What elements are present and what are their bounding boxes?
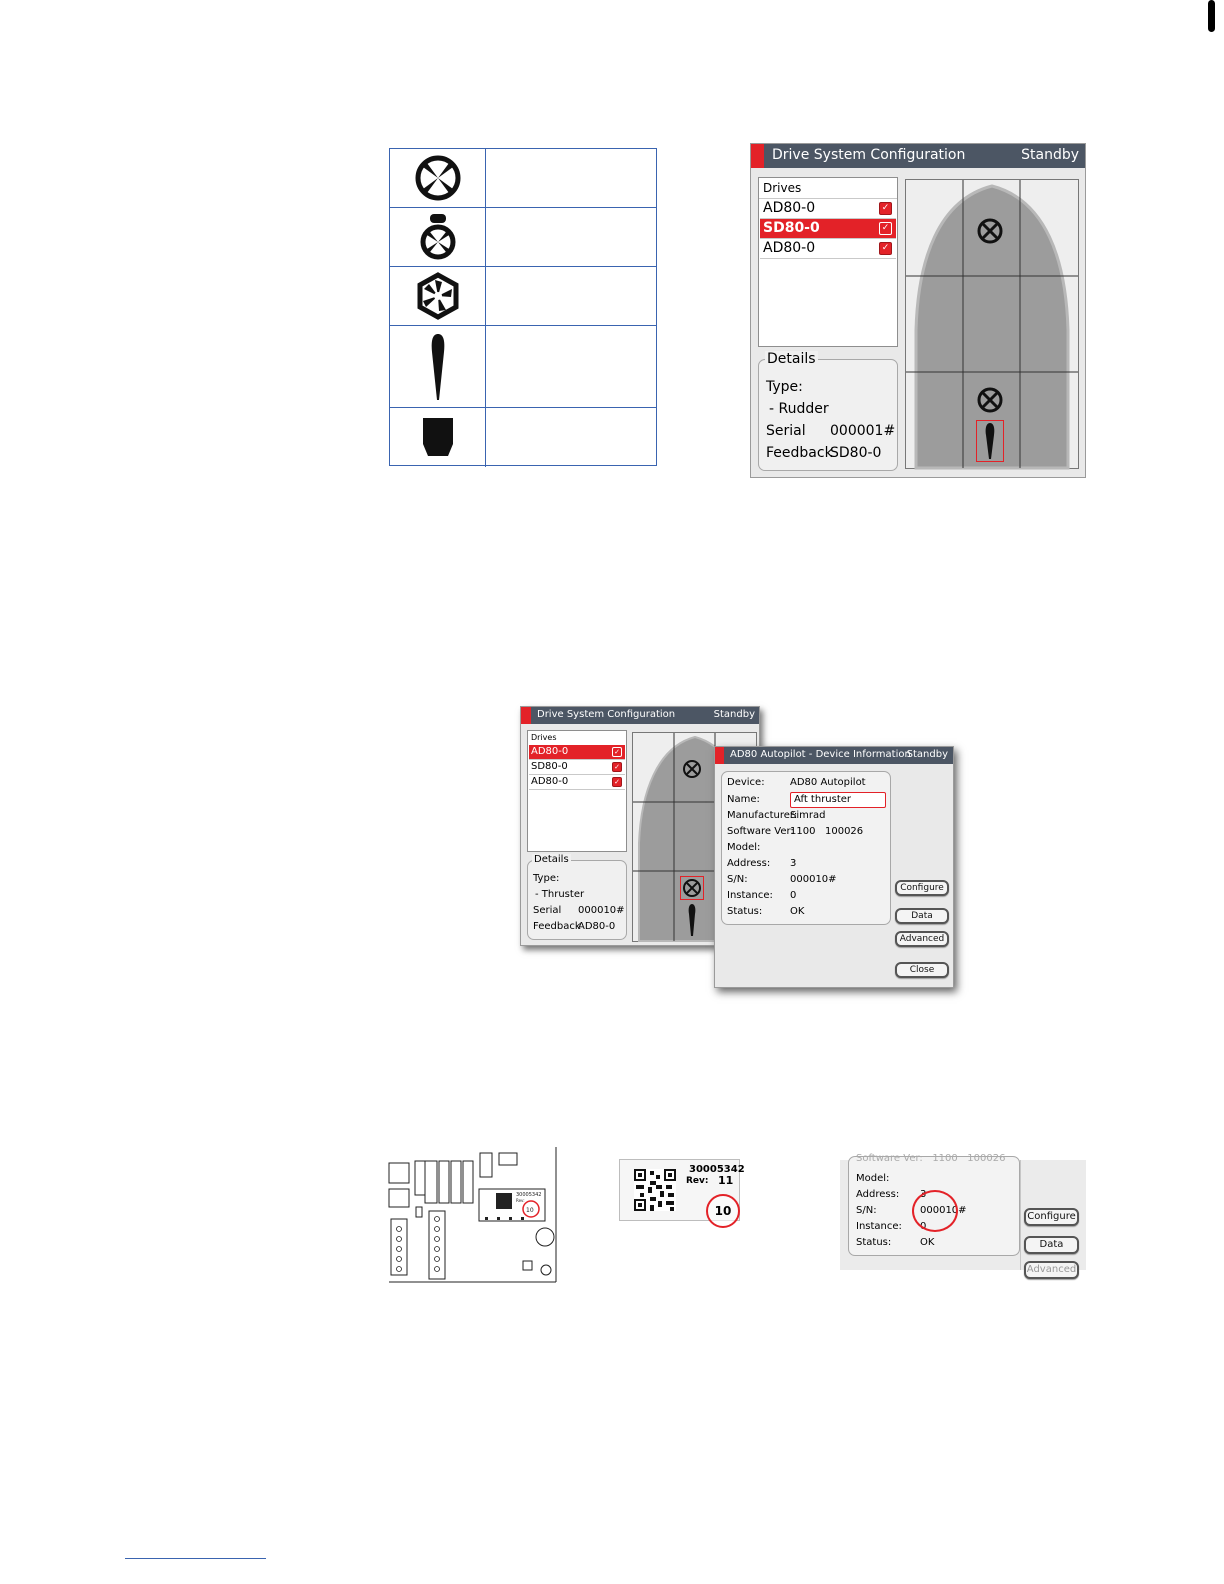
device-info-crop bbox=[840, 1153, 1086, 1275]
autopilot-status: Standby bbox=[1021, 147, 1079, 163]
data-button[interactable]: Data bbox=[895, 908, 949, 924]
manufacturer-label: Manufacturer: bbox=[727, 810, 798, 821]
page-edge-mark bbox=[1208, 0, 1215, 32]
crop-divider bbox=[1020, 1160, 1021, 1270]
part-number: 30005342 bbox=[689, 1164, 745, 1175]
device-label: Device: bbox=[727, 777, 765, 788]
type-value: - Rudder bbox=[769, 401, 829, 417]
window-title: Drive System Configuration bbox=[537, 709, 676, 720]
pcb-drawing bbox=[389, 1147, 559, 1283]
thruster-selection-frame[interactable] bbox=[680, 876, 704, 900]
titlebar-accent bbox=[521, 707, 531, 724]
drive-item-selected[interactable] bbox=[529, 745, 625, 760]
drive-name: SD80-0 bbox=[531, 761, 568, 772]
legend-icon-cell bbox=[390, 208, 486, 266]
circled-serial-number: 10 bbox=[706, 1194, 740, 1228]
drive-checkbox[interactable]: ✓ bbox=[879, 202, 892, 215]
drives-list bbox=[758, 177, 898, 347]
legend-icon-cell bbox=[390, 326, 486, 407]
thruster-icon[interactable] bbox=[681, 758, 703, 780]
crop-cut-text: Software Ver: 1100 100026 bbox=[856, 1153, 1006, 1164]
rudder-icon bbox=[977, 421, 1003, 461]
configure-button[interactable]: Configure bbox=[1024, 1208, 1079, 1226]
rudder-selection-frame[interactable] bbox=[976, 420, 1004, 462]
dialog-title: AD80 Autopilot - Device Information bbox=[730, 749, 911, 760]
software-version-value: 1100 100026 bbox=[790, 826, 864, 837]
model-label: Model: bbox=[856, 1173, 890, 1184]
thruster-icon bbox=[413, 153, 463, 203]
serial-number-label: S/N: bbox=[856, 1205, 877, 1216]
model-label: Model: bbox=[727, 842, 761, 853]
instance-value: 0 bbox=[920, 1221, 927, 1232]
drive-item[interactable] bbox=[760, 239, 896, 259]
drives-header: Drives bbox=[763, 181, 802, 195]
instance-value: 0 bbox=[790, 890, 797, 901]
legend-label bbox=[486, 208, 656, 266]
details-box bbox=[527, 854, 627, 940]
device-name-value: Aft thruster bbox=[794, 794, 852, 805]
autopilot-status: Standby bbox=[906, 749, 948, 760]
instance-label: Instance: bbox=[727, 890, 773, 901]
data-button[interactable]: Data bbox=[1024, 1236, 1079, 1254]
drives-list bbox=[527, 730, 627, 852]
legend-icon-cell bbox=[390, 408, 486, 467]
type-value: - Thruster bbox=[535, 889, 585, 900]
serial-number-value: 000010# bbox=[920, 1205, 967, 1216]
outboard-icon bbox=[420, 416, 456, 460]
footer-link-underline bbox=[125, 1558, 266, 1559]
drive-item[interactable] bbox=[529, 775, 625, 790]
drive-name: AD80-0 bbox=[763, 240, 816, 256]
legend-label bbox=[486, 326, 656, 407]
legend-icon-cell bbox=[390, 267, 486, 325]
details-header: Details bbox=[534, 854, 569, 865]
drive-config-window bbox=[750, 143, 1086, 478]
instance-label: Instance: bbox=[856, 1221, 902, 1232]
device-value: AD80 Autopilot bbox=[790, 777, 866, 788]
software-version-label: Software Ver: bbox=[727, 826, 794, 837]
rev-value: 11 bbox=[718, 1174, 734, 1187]
autopilot-status: Standby bbox=[713, 709, 755, 720]
drive-name: AD80-0 bbox=[531, 746, 569, 757]
qr-code-icon bbox=[634, 1169, 676, 1211]
pcb-label-number: 30005342 bbox=[516, 1192, 542, 1198]
pcb-label-rev: Rev: bbox=[516, 1198, 525, 1203]
feedback-label: Feedback bbox=[533, 921, 581, 932]
legend-row-propeller bbox=[390, 267, 656, 326]
address-label: Address: bbox=[856, 1189, 900, 1200]
serial-highlight-circle bbox=[912, 1190, 958, 1232]
status-label: Status: bbox=[727, 906, 763, 917]
window-titlebar bbox=[521, 707, 759, 724]
thruster-icon bbox=[681, 877, 703, 899]
device-information-dialog bbox=[714, 746, 954, 988]
vessel-layout-grid bbox=[905, 179, 1079, 469]
legend-row-outboard bbox=[390, 408, 656, 467]
legend-row-pod bbox=[390, 208, 656, 267]
serial-value: 000001# bbox=[830, 423, 896, 439]
address-value: 3 bbox=[920, 1189, 927, 1200]
thruster-icon[interactable] bbox=[976, 217, 1004, 245]
legend-row-rudder bbox=[390, 326, 656, 408]
rudder-icon[interactable] bbox=[685, 903, 699, 937]
drive-item[interactable] bbox=[760, 199, 896, 219]
window-titlebar bbox=[751, 144, 1085, 168]
device-name-input[interactable] bbox=[790, 792, 886, 808]
window-title: Drive System Configuration bbox=[772, 147, 966, 163]
configure-button[interactable]: Configure bbox=[895, 880, 949, 896]
drive-checkbox[interactable]: ✓ bbox=[612, 777, 622, 787]
pcb-outline-drawing bbox=[389, 1147, 559, 1283]
serial-number-label: S/N: bbox=[727, 874, 748, 885]
status-value: OK bbox=[920, 1237, 935, 1248]
legend-label bbox=[486, 408, 656, 467]
type-label: Type: bbox=[766, 379, 803, 395]
name-label: Name: bbox=[727, 794, 760, 805]
pod-drive-icon bbox=[418, 212, 458, 262]
advanced-button[interactable]: Advanced bbox=[1024, 1261, 1079, 1279]
legend-label bbox=[486, 149, 656, 207]
drive-name: AD80-0 bbox=[531, 776, 569, 787]
titlebar-accent bbox=[751, 144, 764, 168]
serial-value: 000010# bbox=[578, 905, 625, 916]
address-label: Address: bbox=[727, 858, 771, 869]
titlebar-accent bbox=[715, 747, 724, 764]
drive-checkbox[interactable]: ✓ bbox=[879, 242, 892, 255]
drive-name: SD80-0 bbox=[763, 220, 820, 236]
details-header: Details bbox=[767, 351, 816, 367]
drive-item-selected[interactable] bbox=[760, 219, 896, 239]
status-value: OK bbox=[790, 906, 805, 917]
legend-icon-cell bbox=[390, 149, 486, 207]
address-value: 3 bbox=[790, 858, 797, 869]
feedback-value: AD80-0 bbox=[578, 921, 616, 932]
drives-header: Drives bbox=[531, 733, 557, 742]
thruster-icon[interactable] bbox=[976, 386, 1004, 414]
dialog-titlebar bbox=[715, 747, 953, 764]
drive-checkbox[interactable]: ✓ bbox=[612, 747, 622, 757]
legend-row-thruster bbox=[390, 149, 656, 208]
details-box bbox=[758, 351, 898, 471]
legend-label bbox=[486, 267, 656, 325]
type-label: Type: bbox=[533, 873, 560, 884]
close-button[interactable]: Close bbox=[895, 962, 949, 978]
drive-checkbox[interactable]: ✓ bbox=[879, 222, 892, 235]
serial-number-value: 000010# bbox=[790, 874, 837, 885]
propeller-icon bbox=[413, 271, 463, 321]
manufacturer-value: Simrad bbox=[790, 810, 826, 821]
drive-icon-legend-table bbox=[389, 148, 657, 466]
drive-name: AD80-0 bbox=[763, 200, 816, 216]
feedback-label: Feedback bbox=[766, 445, 833, 461]
device-info-fields bbox=[721, 771, 891, 925]
serial-label: Serial bbox=[533, 905, 562, 916]
status-label: Status: bbox=[856, 1237, 892, 1248]
feedback-value: SD80-0 bbox=[830, 445, 882, 461]
rudder-icon bbox=[428, 332, 448, 402]
serial-label: Serial bbox=[766, 423, 806, 439]
pcb-circled-number: 10 bbox=[526, 1207, 534, 1214]
drive-checkbox[interactable]: ✓ bbox=[612, 762, 622, 772]
serial-label-closeup bbox=[619, 1159, 745, 1221]
drive-item[interactable] bbox=[529, 760, 625, 775]
advanced-button[interactable]: Advanced bbox=[895, 931, 949, 947]
rev-label: Rev: bbox=[686, 1176, 709, 1186]
